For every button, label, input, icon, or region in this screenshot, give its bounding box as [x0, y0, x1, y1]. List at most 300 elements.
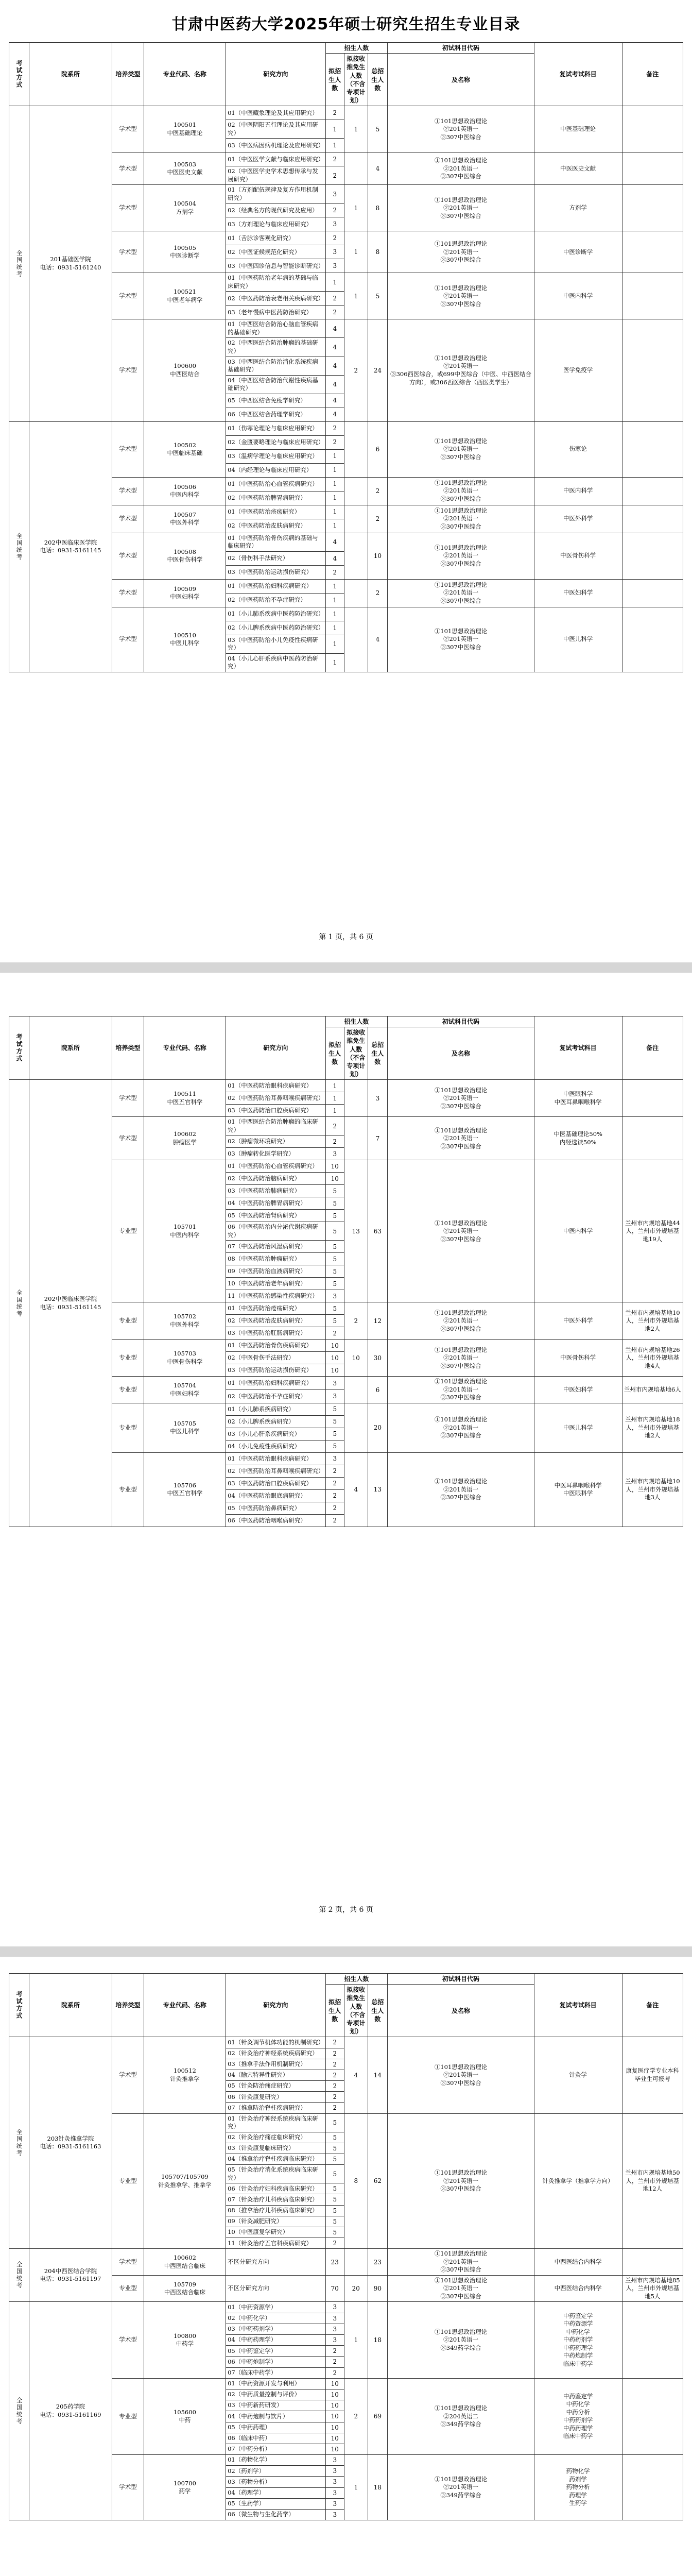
header-recommended-count: 拟接收推免生人数（不含专项计划）: [344, 1027, 368, 1080]
retest-subject-cell: 中医骨伤科学: [534, 533, 622, 579]
planned-count-cell: 4: [325, 394, 344, 408]
research-direction-cell: 06（临床中药）: [226, 2433, 325, 2444]
training-type-cell: 专业型: [112, 1160, 144, 1302]
exam-subjects-cell: ①101思想政治理论 ②201英语一 ③307中医综合: [388, 579, 534, 607]
planned-count-cell: 2: [325, 106, 344, 120]
research-direction-cell: 11（中医药防治感染性疾病研究）: [226, 1290, 325, 1302]
research-direction-cell: 04（腧穴特异性研究）: [226, 2070, 325, 2080]
planned-count-cell: 5: [325, 2132, 344, 2143]
exam-subjects-cell: ①101思想政治理论 ②201英语一 ③307中医综合: [388, 1117, 534, 1160]
planned-count-cell: 2: [325, 2081, 344, 2092]
remark-cell: [622, 579, 683, 607]
research-direction-cell: 10（中医药防治老年病研究）: [226, 1278, 325, 1290]
research-direction-cell: 01（中西医结合防治心脑血管疾病的基础研究）: [226, 319, 325, 338]
training-type-cell: 学术型: [112, 2302, 144, 2378]
research-direction-cell: 不区分研究方向: [226, 2249, 325, 2276]
research-direction-cell: 04（小儿免疫性疾病研究）: [226, 1440, 325, 1452]
research-direction-cell: 01（中医药防治妇科疾病研究）: [226, 579, 325, 593]
exam-way-cell: 全国统考: [9, 1080, 29, 1527]
total-count-cell: 30: [368, 1340, 388, 1377]
retest-subject-cell: 伤寒论: [534, 421, 622, 477]
header-department: 院系所: [29, 1016, 112, 1080]
training-type-cell: 专业型: [112, 1302, 144, 1340]
department-cell: 202中医临床医学院 电话：0931-5161145: [29, 1080, 112, 1527]
major-cell: 100503 中医医史文献: [144, 152, 226, 185]
exam-subjects-cell: ①101思想政治理论 ②201英语一 ③349药学综合: [388, 2302, 534, 2378]
exam-subjects-cell: ①101思想政治理论 ②201英语一 ③307中医综合: [388, 2249, 534, 2276]
planned-count-cell: 3: [325, 185, 344, 204]
major-cell: 105703 中医骨伤科学: [144, 1340, 226, 1377]
research-direction-cell: 02（针灸治疗痛症临床研究）: [226, 2132, 325, 2143]
research-direction-cell: 02（中西医结合防治肿瘤的基础研究）: [226, 338, 325, 357]
exam-way-cell: 全国统考: [9, 2302, 29, 2520]
planned-count-cell: 3: [325, 259, 344, 273]
recommended-count-cell: [344, 1080, 368, 1117]
header-enrollment: 招生人数: [325, 43, 388, 54]
research-direction-cell: 07（推拿防治脊柱疾病研究）: [226, 2103, 325, 2113]
total-count-cell: 18: [368, 2455, 388, 2520]
table-row: [9, 1080, 683, 1092]
research-direction-cell: 03（中医四诊信息与智能诊断研究）: [226, 259, 325, 273]
training-type-cell: 学术型: [112, 1117, 144, 1160]
major-cell: 105706 中医五官科学: [144, 1452, 226, 1527]
planned-count-cell: 1: [325, 139, 344, 152]
remark-cell: 兰州市内规培基地85人，兰州市外规培基地5人: [622, 2275, 683, 2302]
planned-count-cell: 1: [325, 635, 344, 653]
research-direction-cell: 06（微生物与生化药学）: [226, 2510, 325, 2520]
research-direction-cell: 03（中西医结合防治消化系统疾病基础研究）: [226, 357, 325, 375]
remark-cell: 兰州市内规培基地6人: [622, 1377, 683, 1403]
remark-cell: [622, 106, 683, 152]
research-direction-cell: 04（内经理论与临床应用研究）: [226, 463, 325, 477]
table-row: [9, 2249, 683, 2276]
recommended-count-cell: [344, 579, 368, 607]
research-direction-cell: 01（中西医结合防治肿瘤的临床研究）: [226, 1117, 325, 1136]
planned-count-cell: 4: [325, 551, 344, 565]
planned-count-cell: 1: [325, 621, 344, 635]
research-direction-cell: 02（中医药防治不孕症研究）: [226, 1390, 325, 1403]
research-direction-cell: 02（中医药防治衰老相关疾病研究）: [226, 292, 325, 306]
research-direction-cell: 03（中药新药研发）: [226, 2400, 325, 2411]
research-direction-cell: 03（中医药防治肺病研究）: [226, 1185, 325, 1197]
research-direction-cell: 02（骨伤科手法研究）: [226, 551, 325, 565]
major-cell: 100507 中医外科学: [144, 505, 226, 533]
header-recommended-count: 拟接收推免生人数（不含专项计划）: [344, 1985, 368, 2037]
planned-count-cell: 1: [325, 463, 344, 477]
department-cell: 203针灸推拿学院 电话：0931-5161163: [29, 2037, 112, 2249]
remark-cell: [622, 2378, 683, 2454]
recommended-count-cell: 1: [344, 273, 368, 319]
remark-cell: 兰州市内规培基地26人，兰州市外规培基地4人: [622, 1340, 683, 1377]
recommended-count-cell: 4: [344, 2037, 368, 2113]
total-count-cell: 5: [368, 106, 388, 152]
training-type-cell: 学术型: [112, 579, 144, 607]
planned-count-cell: 5: [325, 1185, 344, 1197]
total-count-cell: 2: [368, 505, 388, 533]
header-research-direction: 研究方向: [226, 1974, 325, 2037]
retest-subject-cell: 中医耳鼻咽喉科学 中医眼科学: [534, 1452, 622, 1527]
planned-count-cell: 5: [325, 1302, 344, 1315]
training-type-cell: 专业型: [112, 2275, 144, 2302]
retest-subject-cell: 中医基础理论: [534, 106, 622, 152]
planned-count-cell: 1: [325, 1092, 344, 1105]
planned-count-cell: 3: [325, 2466, 344, 2477]
research-direction-cell: 06（针灸治疗妇科疾病临床研究）: [226, 2183, 325, 2194]
planned-count-cell: 2: [325, 2070, 344, 2080]
exam-subjects-cell: ①101思想政治理论 ②201英语一 ③307中医综合: [388, 1080, 534, 1117]
planned-count-cell: 1: [325, 653, 344, 672]
research-direction-cell: 01（小儿肺系疾病研究）: [226, 1403, 325, 1415]
planned-count-cell: 2: [325, 204, 344, 217]
planned-count-cell: 10: [325, 2400, 344, 2411]
planned-count-cell: 3: [325, 1452, 344, 1465]
planned-count-cell: 2: [325, 2059, 344, 2070]
planned-count-cell: 5: [325, 2113, 344, 2132]
total-count-cell: 24: [368, 319, 388, 421]
planned-count-cell: 2: [325, 1489, 344, 1502]
planned-count-cell: 2: [325, 1514, 344, 1527]
planned-count-cell: 2: [325, 2037, 344, 2048]
planned-count-cell: 1: [325, 449, 344, 463]
research-direction-cell: 02（中药质量控制与评价）: [226, 2389, 325, 2400]
planned-count-cell: 2: [325, 152, 344, 166]
exam-subjects-cell: ①101思想政治理论 ②201英语一 ③307中医综合: [388, 1403, 534, 1452]
planned-count-cell: 2: [325, 1502, 344, 1514]
remark-cell: 兰州市内规培基地10人，兰州市外规培基地2人: [622, 1302, 683, 1340]
planned-count-cell: 1: [325, 1105, 344, 1117]
recommended-count-cell: [344, 533, 368, 579]
planned-count-cell: 2: [325, 306, 344, 319]
research-direction-cell: 04（中医药防治眼底病研究）: [226, 1489, 325, 1502]
remark-cell: [622, 2455, 683, 2520]
research-direction-cell: 02（中医证候规范化研究）: [226, 245, 325, 259]
exam-subjects-cell: ①101思想政治理论 ②201英语一 ③307中医综合: [388, 231, 534, 273]
exam-subjects-cell: ①101思想政治理论 ②201英语一 ③307中医综合: [388, 505, 534, 533]
research-direction-cell: 02（肿瘤微环境研究）: [226, 1136, 325, 1148]
header-exam-way: 考试方式: [9, 43, 29, 106]
planned-count-cell: 3: [325, 2324, 344, 2334]
planned-count-cell: 2: [325, 2367, 344, 2378]
table-row: [9, 421, 683, 435]
major-cell: 100600 中西医结合: [144, 319, 226, 421]
planned-count-cell: 5: [325, 1428, 344, 1440]
exam-subjects-cell: ①101思想政治理论 ②201英语一 ③307中医综合: [388, 607, 534, 672]
major-cell: 105705 中医儿科学: [144, 1403, 226, 1452]
research-direction-cell: 05（针灸防治痛症研究）: [226, 2081, 325, 2092]
header-total-count: 总招生人数: [368, 1027, 388, 1080]
header-exam-names: 及名称: [388, 1985, 534, 2037]
header-remarks: 备注: [622, 43, 683, 106]
research-direction-cell: 02（小儿脾系疾病中医药防治研究）: [226, 621, 325, 635]
major-cell: 100504 方剂学: [144, 185, 226, 231]
research-direction-cell: 04（中药药理学）: [226, 2335, 325, 2346]
planned-count-cell: 4: [325, 319, 344, 338]
planned-count-cell: 1: [325, 273, 344, 292]
research-direction-cell: 03（中医药防治运动损伤研究）: [226, 565, 325, 579]
planned-count-cell: 1: [325, 505, 344, 519]
retest-subject-cell: 针灸学: [534, 2037, 622, 2113]
research-direction-cell: 04（中药炮制与饮片）: [226, 2411, 325, 2422]
research-direction-cell: 01（方剂配伍规律及复方作用机制研究）: [226, 185, 325, 204]
planned-count-cell: 2: [325, 231, 344, 245]
retest-subject-cell: 中医基础理论50% 内经选读50%: [534, 1117, 622, 1160]
research-direction-cell: 01（中医药防治老年病的基础与临床研究）: [226, 273, 325, 292]
research-direction-cell: 03（中医药防治运动损伤研究）: [226, 1364, 325, 1377]
header-training-type: 培养类型: [112, 1974, 144, 2037]
research-direction-cell: 04（中西医结合防治代谢性疾病基础研究）: [226, 375, 325, 394]
retest-subject-cell: 中医儿科学: [534, 607, 622, 672]
header-retest-subjects: 复试考试科目: [534, 43, 622, 106]
planned-count-cell: 2: [325, 1327, 344, 1340]
retest-subject-cell: 中医妇科学: [534, 579, 622, 607]
planned-count-cell: 2: [325, 1477, 344, 1489]
exam-way-cell: 全国统考: [9, 421, 29, 672]
recommended-count-cell: [344, 1117, 368, 1160]
planned-count-cell: 2: [325, 166, 344, 185]
planned-count-cell: 2: [325, 421, 344, 435]
research-direction-cell: 03（小儿心肝系疾病研究）: [226, 1428, 325, 1440]
total-count-cell: 69: [368, 2378, 388, 2454]
exam-subjects-cell: ①101思想政治理论 ②201英语一 ③307中医综合: [388, 2275, 534, 2302]
research-direction-cell: 03（推拿手法作用机制研究）: [226, 2059, 325, 2070]
planned-count-cell: 5: [325, 1403, 344, 1415]
research-direction-cell: 01（中医药防治心血管疾病研究）: [226, 1160, 325, 1173]
header-retest-subjects: 复试考试科目: [534, 1974, 622, 2037]
planned-count-cell: 5: [325, 1315, 344, 1327]
exam-subjects-cell: ①101思想政治理论 ②201英语一 ③307中医综合: [388, 2113, 534, 2249]
planned-count-cell: 1: [325, 579, 344, 593]
total-count-cell: 20: [368, 1403, 388, 1452]
planned-count-cell: 10: [325, 1352, 344, 1364]
research-direction-cell: 03（中医药防治肛肠病研究）: [226, 1327, 325, 1340]
planned-count-cell: 5: [325, 1241, 344, 1253]
planned-count-cell: 5: [325, 1197, 344, 1210]
major-cell: 105707/105709 针灸推拿学、推拿学: [144, 2113, 226, 2249]
training-type-cell: 专业型: [112, 1340, 144, 1377]
training-type-cell: 学术型: [112, 319, 144, 421]
planned-count-cell: 5: [325, 1415, 344, 1428]
research-direction-cell: 02（中医药防治不孕症研究）: [226, 593, 325, 607]
planned-count-cell: 2: [325, 2346, 344, 2357]
major-cell: 100602 中西医结合临床: [144, 2249, 226, 2276]
department-cell: 205药学院 电话：0931-5161169: [29, 2302, 112, 2520]
planned-count-cell: 10: [325, 2378, 344, 2389]
exam-subjects-cell: ①101思想政治理论 ②201英语一 ③307中医综合: [388, 1340, 534, 1377]
exam-way-cell: 全国统考: [9, 106, 29, 421]
research-direction-cell: 03（中医药防治口腔疾病研究）: [226, 1477, 325, 1489]
planned-count-cell: 3: [325, 2302, 344, 2313]
training-type-cell: 学术型: [112, 106, 144, 152]
planned-count-cell: 2: [325, 2357, 344, 2367]
planned-count-cell: 3: [325, 2510, 344, 2520]
header-recommended-count: 拟接收推免生人数（不含专项计划）: [344, 54, 368, 106]
recommended-count-cell: 1: [344, 2302, 368, 2378]
research-direction-cell: 01（中医药防治眼科疾病研究）: [226, 1452, 325, 1465]
research-direction-cell: 05（针灸治疗消化系统疾病临床研究）: [226, 2165, 325, 2183]
planned-count-cell: 3: [325, 2477, 344, 2487]
recommended-count-cell: 4: [344, 1452, 368, 1527]
research-direction-cell: 07（针灸治疗儿科疾病临床研究）: [226, 2194, 325, 2205]
major-cell: 100512 针灸推拿学: [144, 2037, 226, 2113]
major-cell: 105600 中药: [144, 2378, 226, 2454]
major-cell: 100502 中医临床基础: [144, 421, 226, 477]
research-direction-cell: 02（中医药防治耳鼻咽喉疾病研究）: [226, 1465, 325, 1477]
total-count-cell: 10: [368, 533, 388, 579]
retest-subject-cell: 中医医史文献: [534, 152, 622, 185]
research-direction-cell: 05（中药药理）: [226, 2422, 325, 2433]
header-exam-way: 考试方式: [9, 1016, 29, 1080]
research-direction-cell: 08（推拿治疗儿科疾病临床研究）: [226, 2205, 325, 2216]
retest-subject-cell: 药物化学 药剂学 药物分析 药理学 生药学: [534, 2455, 622, 2520]
research-direction-cell: 04（推拿治疗脊柱疾病临床研究）: [226, 2154, 325, 2165]
planned-count-cell: 2: [325, 1117, 344, 1136]
research-direction-cell: 06（中医药防治咽喉病研究）: [226, 1514, 325, 1527]
header-exam-names: 及名称: [388, 1027, 534, 1080]
research-direction-cell: 01（针灸调节机体功能的机制研究）: [226, 2037, 325, 2048]
research-direction-cell: 03（药物分析）: [226, 2477, 325, 2487]
training-type-cell: 学术型: [112, 2455, 144, 2520]
research-direction-cell: 01（小儿肺系疾病中医药防治研究）: [226, 607, 325, 621]
research-direction-cell: 02（中医骨伤手法研究）: [226, 1352, 325, 1364]
recommended-count-cell: [344, 2249, 368, 2276]
recommended-count-cell: 1: [344, 185, 368, 231]
research-direction-cell: 09（中医药防治血液病研究）: [226, 1265, 325, 1278]
training-type-cell: 学术型: [112, 152, 144, 185]
retest-subject-cell: 中医妇科学: [534, 1377, 622, 1403]
page-footer: 第 2 页，共 6 页: [319, 1906, 373, 1914]
training-type-cell: 学术型: [112, 1080, 144, 1117]
exam-way-cell: 全国统考: [9, 2249, 29, 2302]
planned-count-cell: 2: [325, 1465, 344, 1477]
exam-subjects-cell: ①101思想政治理论 ②201英语一 ③307中医综合: [388, 533, 534, 579]
catalog-page-1: [0, 0, 692, 962]
research-direction-cell: 11（针灸治疗五官科疾病研究）: [226, 2238, 325, 2249]
research-direction-cell: 02（小儿脾系疾病研究）: [226, 1415, 325, 1428]
planned-count-cell: 5: [325, 2154, 344, 2165]
exam-subjects-cell: ①101思想政治理论 ②201英语一 ③307中医综合: [388, 185, 534, 231]
research-direction-cell: 06（中医药防治内分泌代谢疾病研究）: [226, 1222, 325, 1241]
planned-count-cell: 3: [325, 2487, 344, 2498]
major-cell: 105701 中医内科学: [144, 1160, 226, 1302]
remark-cell: [622, 2249, 683, 2276]
research-direction-cell: 01（中医药防治妇科疾病研究）: [226, 1377, 325, 1390]
major-cell: 100509 中医妇科学: [144, 579, 226, 607]
research-direction-cell: 02（中医药防治皮肤病研究）: [226, 1315, 325, 1327]
remark-cell: [622, 607, 683, 672]
planned-count-cell: 1: [325, 1080, 344, 1092]
retest-subject-cell: 中医骨伤科学: [534, 1340, 622, 1377]
header-enrollment: 招生人数: [325, 1016, 388, 1027]
planned-count-cell: 1: [325, 477, 344, 491]
total-count-cell: 62: [368, 2113, 388, 2249]
planned-count-cell: 5: [325, 2143, 344, 2154]
remark-cell: 兰州市内规培基地44人，兰州市外规培基地19人: [622, 1160, 683, 1302]
major-cell: 100506 中医内科学: [144, 477, 226, 505]
planned-count-cell: 3: [325, 245, 344, 259]
planned-count-cell: 10: [325, 2444, 344, 2454]
retest-subject-cell: 中医眼科学 中医耳鼻咽喉科学: [534, 1080, 622, 1117]
research-direction-cell: 01（舌脉诊客观化研究）: [226, 231, 325, 245]
catalog-page-3: [0, 1957, 692, 2576]
planned-count-cell: 5: [325, 1265, 344, 1278]
research-direction-cell: 不区分研究方向: [226, 2275, 325, 2302]
research-direction-cell: 01（中医药防治骨伤疾病的基础与临床研究）: [226, 533, 325, 551]
planned-count-cell: 2: [325, 565, 344, 579]
header-exam-way: 考试方式: [9, 1974, 29, 2037]
remark-cell: 兰州市内规培基地10人，兰州市外规培基地3人: [622, 1452, 683, 1527]
recommended-count-cell: 10: [344, 1340, 368, 1377]
table-row: [9, 2302, 683, 2313]
planned-count-cell: 3: [325, 2335, 344, 2346]
retest-subject-cell: 中西医结合内科学: [534, 2275, 622, 2302]
remark-cell: [622, 273, 683, 319]
header-planned-count: 拟招生人数: [325, 54, 344, 106]
planned-count-cell: 4: [325, 338, 344, 357]
retest-subject-cell: 中医外科学: [534, 1302, 622, 1340]
recommended-count-cell: 1: [344, 2455, 368, 2520]
planned-count-cell: 2: [325, 1136, 344, 1148]
planned-count-cell: 5: [325, 2205, 344, 2216]
research-direction-cell: 01（针灸治疗神经系统疾病临床研究）: [226, 2113, 325, 2132]
retest-subject-cell: 中药鉴定学 中药资源学 中药化学 中药药剂学 中药药理学 中药炮制学 临床中药学: [534, 2302, 622, 2378]
catalog-table: [9, 42, 683, 672]
planned-count-cell: 1: [325, 607, 344, 621]
research-direction-cell: 03（中医药防治小儿免疫性疾病研究）: [226, 635, 325, 653]
planned-count-cell: 1: [325, 519, 344, 533]
retest-subject-cell: 中西医结合内科学: [534, 2249, 622, 2276]
total-count-cell: 18: [368, 2302, 388, 2378]
recommended-count-cell: 20: [344, 2275, 368, 2302]
research-direction-cell: 02（针灸治疗神经系统疾病研究）: [226, 2048, 325, 2059]
recommended-count-cell: 13: [344, 1160, 368, 1302]
header-exam-subjects: 初试科目代码: [388, 1974, 534, 1985]
research-direction-cell: 01（中药资源开发与利用）: [226, 2378, 325, 2389]
retest-subject-cell: 中医外科学: [534, 505, 622, 533]
planned-count-cell: 2: [325, 292, 344, 306]
research-direction-cell: 03（中医病因病机理论及应用研究）: [226, 139, 325, 152]
recommended-count-cell: 2: [344, 2378, 368, 2454]
research-direction-cell: 01（中医藏象理论及其应用研究）: [226, 106, 325, 120]
planned-count-cell: 1: [325, 120, 344, 139]
remark-cell: [622, 477, 683, 505]
retest-subject-cell: 中医儿科学: [534, 1403, 622, 1452]
department-cell: 204中西医结合学院 电话：0931-5161197: [29, 2249, 112, 2302]
exam-subjects-cell: ①101思想政治理论 ②201英语一 ③307中医综合: [388, 273, 534, 319]
retest-subject-cell: 中医内科学: [534, 1160, 622, 1302]
research-direction-cell: 01（中医药防治疮疡研究）: [226, 505, 325, 519]
header-remarks: 备注: [622, 1016, 683, 1080]
remark-cell: [622, 2302, 683, 2378]
remark-cell: 兰州市内规培基地50人，兰州市外规培基地12人: [622, 2113, 683, 2249]
retest-subject-cell: 中药鉴定学 中药化学 中药分析 中药药剂学 中药药理学 临床中药学: [534, 2378, 622, 2454]
planned-count-cell: 3: [325, 217, 344, 231]
header-research-direction: 研究方向: [226, 1016, 325, 1080]
remark-cell: [622, 505, 683, 533]
research-direction-cell: 05（中西医结合免疫学研究）: [226, 394, 325, 408]
research-direction-cell: 10（中医康复学研究）: [226, 2227, 325, 2238]
research-direction-cell: 03（中药药剂学）: [226, 2324, 325, 2334]
major-cell: 100510 中医儿科学: [144, 607, 226, 672]
table-row: [9, 2037, 683, 2048]
major-cell: 100501 中医基础理论: [144, 106, 226, 152]
total-count-cell: 5: [368, 273, 388, 319]
recommended-count-cell: 2: [344, 319, 368, 421]
research-direction-cell: 09（针灸减肥研究）: [226, 2216, 325, 2227]
header-major-code: 专业代码、名称: [144, 1974, 226, 2037]
planned-count-cell: 10: [325, 1364, 344, 1377]
recommended-count-cell: [344, 505, 368, 533]
exam-subjects-cell: ①101思想政治理论 ②201英语一 ③307中医综合: [388, 106, 534, 152]
